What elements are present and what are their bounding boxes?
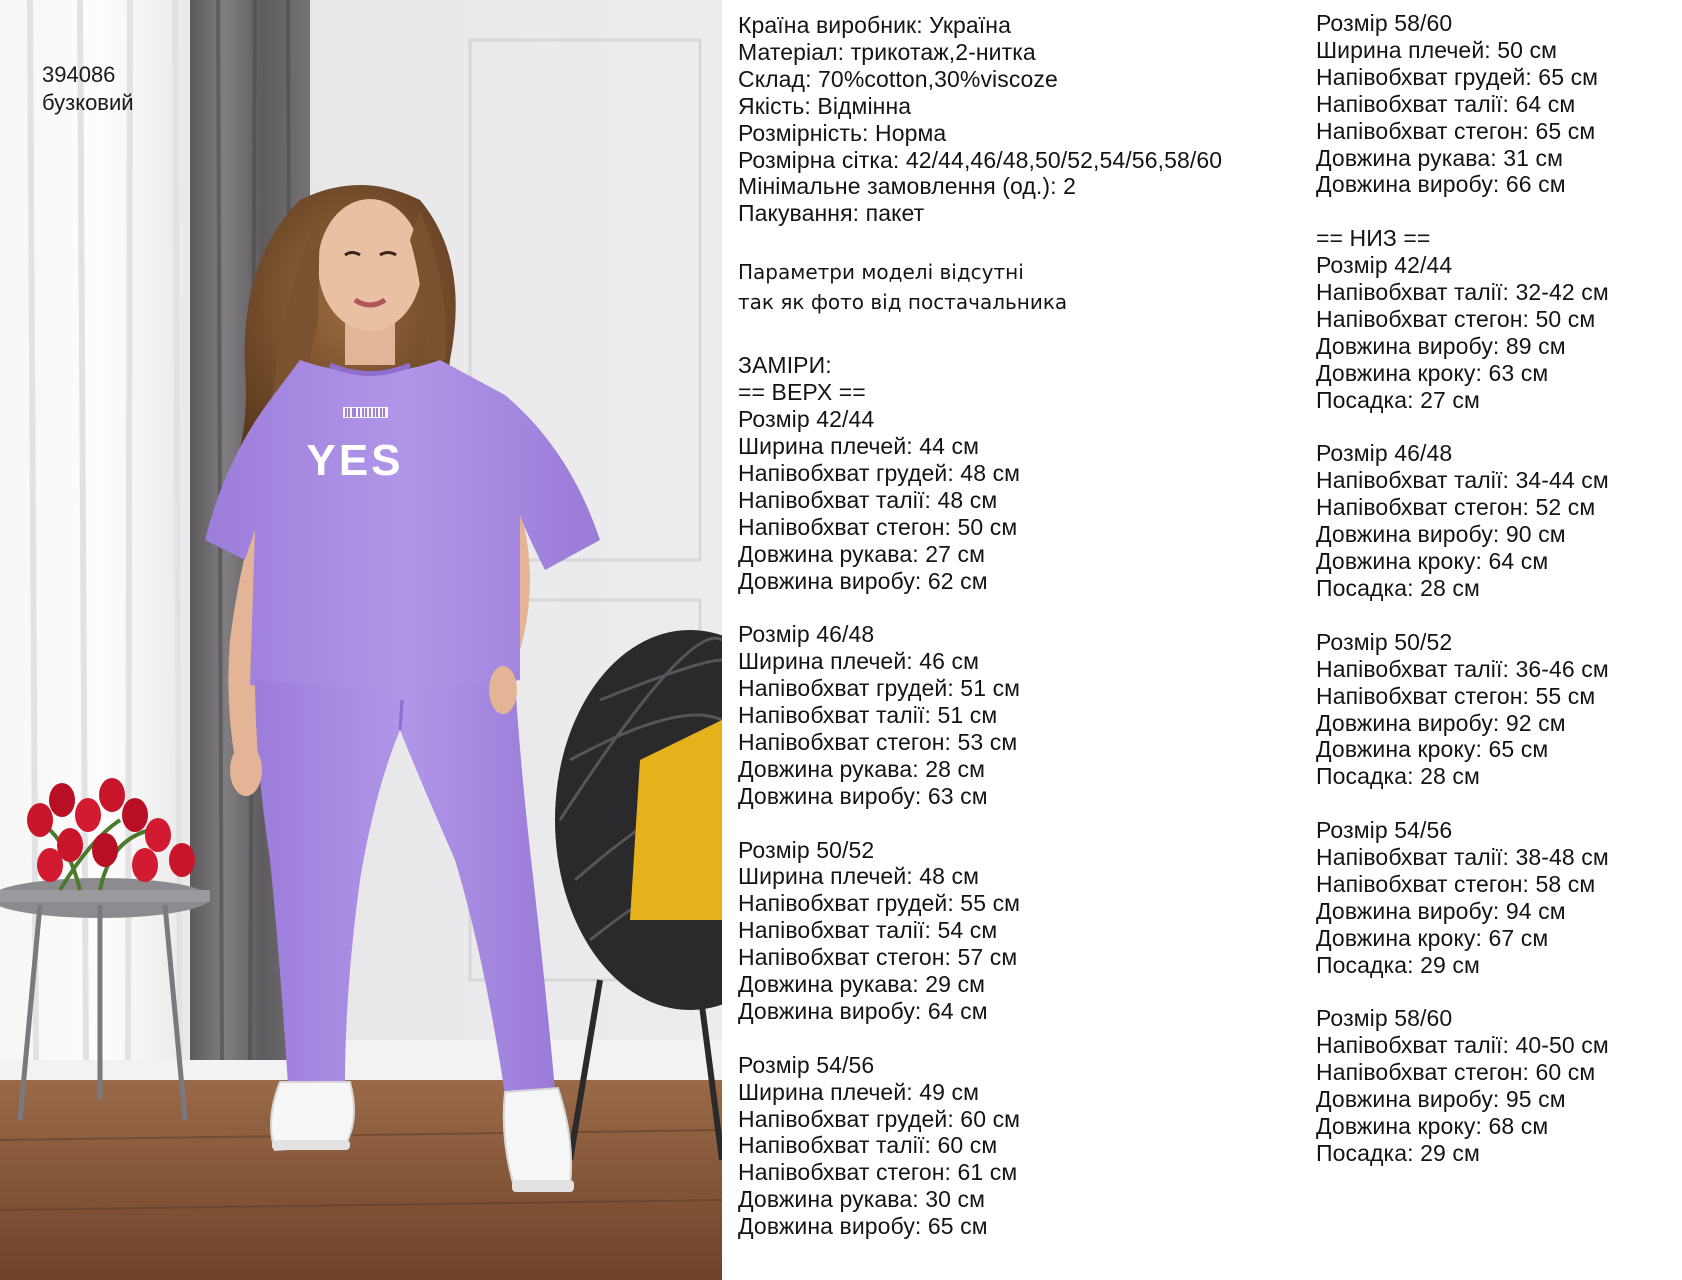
measure-line: Довжина рукава: 30 см	[738, 1186, 986, 1213]
measure-line: Довжина виробу: 62 см	[738, 567, 988, 594]
measure-line: Довжина рукава: 29 см	[738, 971, 986, 998]
size-heading: Розмір 42/44	[738, 406, 875, 433]
measure-line: Довжина рукава: 28 см	[738, 755, 986, 782]
color-name: бузковий	[42, 90, 134, 115]
photo-illustration	[0, 0, 722, 1280]
measure-line: Довжина виробу: 63 см	[738, 782, 988, 809]
size-heading: Розмір 58/60	[1316, 10, 1453, 36]
measure-line: Напівобхват грудей: 48 см	[738, 459, 1021, 486]
bottom-section-title: == НИЗ ==	[1316, 225, 1431, 252]
measure-line: Напівобхват талії: 40-50 см	[1316, 1032, 1609, 1059]
measure-line: Напівобхват стегон: 53 см	[738, 728, 1018, 755]
size-heading: Розмір 50/52	[738, 836, 875, 863]
measure-line: Напівобхват талії: 60 см	[738, 1132, 998, 1159]
measure-line: Напівобхват грудей: 51 см	[738, 675, 1021, 702]
size-heading: Розмір 58/60	[1316, 1005, 1453, 1032]
spec-material: Матеріал: трикотаж,2-нитка	[738, 38, 1036, 65]
measure-line: Напівобхват стегон: 50 см	[738, 513, 1018, 540]
general-info	[738, 12, 1222, 227]
measure-line: Напівобхват талії: 54 см	[738, 917, 998, 944]
measure-line: Ширина плечей: 49 см	[738, 1078, 980, 1105]
measure-line: Напівобхват стегон: 50 см	[1316, 305, 1596, 332]
bottom-size-block	[1316, 1005, 1609, 1166]
bottom-size-block	[1316, 252, 1609, 413]
measure-line: Довжина виробу: 89 см	[1316, 332, 1566, 359]
measure-line: Ширина плечей: 44 см	[738, 432, 980, 459]
measure-line: Посадка: 28 см	[1316, 763, 1480, 790]
measure-line: Довжина виробу: 95 см	[1316, 1086, 1566, 1113]
model-note-line: Параметри моделі відсутні	[738, 260, 1024, 285]
spec-size-grid: Розмірна сітка: 42/44,46/48,50/52,54/56,58/60	[738, 146, 1223, 173]
measure-line: Довжина виробу: 90 см	[1316, 521, 1566, 548]
top-size-block	[738, 837, 1222, 1025]
top-size-block	[738, 621, 1222, 809]
measure-line: Напівобхват стегон: 61 см	[738, 1159, 1018, 1186]
measure-line: Довжина кроку: 64 см	[1316, 548, 1549, 575]
size-heading: Розмір 50/52	[1316, 628, 1453, 655]
measure-line: Посадка: 28 см	[1316, 575, 1480, 601]
size-heading: Розмір 54/56	[738, 1051, 875, 1078]
specs-right-column	[1316, 10, 1609, 1167]
measure-line: Довжина кроку: 63 см	[1316, 359, 1549, 386]
measure-line: Напівобхват стегон: 57 см	[738, 944, 1018, 971]
top-size-block	[738, 1052, 1222, 1240]
measure-line: Ширина плечей: 48 см	[738, 863, 980, 890]
measure-line: Напівобхват стегон: 52 см	[1316, 494, 1596, 521]
measure-line: Посадка: 27 см	[1316, 386, 1480, 413]
spec-min-order: Мінімальне замовлення (од.): 2	[738, 173, 1077, 200]
measure-line: Довжина виробу: 65 см	[738, 1213, 988, 1240]
measure-line: Довжина рукава: 31 см	[1316, 144, 1564, 171]
size-heading: Розмір 46/48	[1316, 440, 1453, 467]
measure-line: Ширина плечей: 50 см	[1316, 36, 1558, 63]
bottom-size-block	[1316, 629, 1609, 790]
measure-line: Напівобхват грудей: 65 см	[1316, 63, 1599, 90]
top-section-title: == ВЕРХ ==	[738, 379, 866, 406]
measure-line: Напівобхват талії: 38-48 см	[1316, 844, 1609, 871]
measure-line: Посадка: 29 см	[1316, 1139, 1480, 1166]
specs-left-column	[738, 12, 1222, 1240]
measurements-title: ЗАМІРИ:	[738, 352, 832, 379]
top-size-block	[738, 406, 1222, 594]
measure-line: Довжина виробу: 92 см	[1316, 709, 1566, 736]
top-size-block	[1316, 10, 1609, 198]
model-note-line: так як фото від постачальника	[738, 290, 1068, 315]
measure-line: Напівобхват стегон: 58 см	[1316, 870, 1596, 897]
spec-country: Країна виробник: Україна	[738, 12, 1011, 38]
size-heading: Розмір 46/48	[738, 621, 875, 648]
measure-line: Довжина виробу: 66 см	[1316, 171, 1566, 198]
measure-line: Напівобхват грудей: 60 см	[738, 1105, 1021, 1132]
measure-line: Напівобхват стегон: 60 см	[1316, 1059, 1596, 1086]
measure-line: Довжина виробу: 94 см	[1316, 897, 1566, 924]
article-code: 394086	[42, 62, 116, 87]
spec-sizing: Розмірність: Норма	[738, 119, 947, 146]
measure-line: Напівобхват талії: 64 см	[1316, 90, 1576, 117]
measure-line: Напівобхват стегон: 65 см	[1316, 117, 1596, 144]
model-note	[738, 257, 1222, 317]
spec-composition: Склад: 70%cotton,30%viscoze	[738, 65, 1058, 92]
measure-line: Ширина плечей: 46 см	[738, 648, 980, 675]
measure-line: Довжина кроку: 67 см	[1316, 924, 1549, 951]
measure-line: Напівобхват стегон: 55 см	[1316, 682, 1596, 709]
measure-line: Напівобхват талії: 36-46 см	[1316, 655, 1609, 682]
spec-packaging: Пакування: пакет	[738, 200, 925, 227]
bottom-size-block	[1316, 817, 1609, 978]
measure-line: Напівобхват талії: 51 см	[738, 702, 998, 729]
measure-line: Довжина рукава: 27 см	[738, 540, 986, 567]
measure-line: Довжина кроку: 68 см	[1316, 1113, 1549, 1140]
measure-line: Напівобхват талії: 34-44 см	[1316, 467, 1609, 494]
measure-line: Напівобхват талії: 32-42 см	[1316, 279, 1609, 306]
spec-quality: Якість: Відмінна	[738, 92, 912, 119]
measure-line: Посадка: 29 см	[1316, 951, 1480, 978]
size-heading: Розмір 42/44	[1316, 252, 1453, 279]
size-heading: Розмір 54/56	[1316, 817, 1453, 844]
shirt-print: YES	[306, 436, 404, 485]
measure-line: Довжина виробу: 64 см	[738, 997, 988, 1024]
measure-line: Напівобхват грудей: 55 см	[738, 890, 1021, 917]
measure-line: Довжина кроку: 65 см	[1316, 736, 1549, 763]
measure-line: Напівобхват талії: 48 см	[738, 486, 998, 513]
product-photo	[0, 0, 722, 1280]
bottom-size-block	[1316, 440, 1609, 601]
